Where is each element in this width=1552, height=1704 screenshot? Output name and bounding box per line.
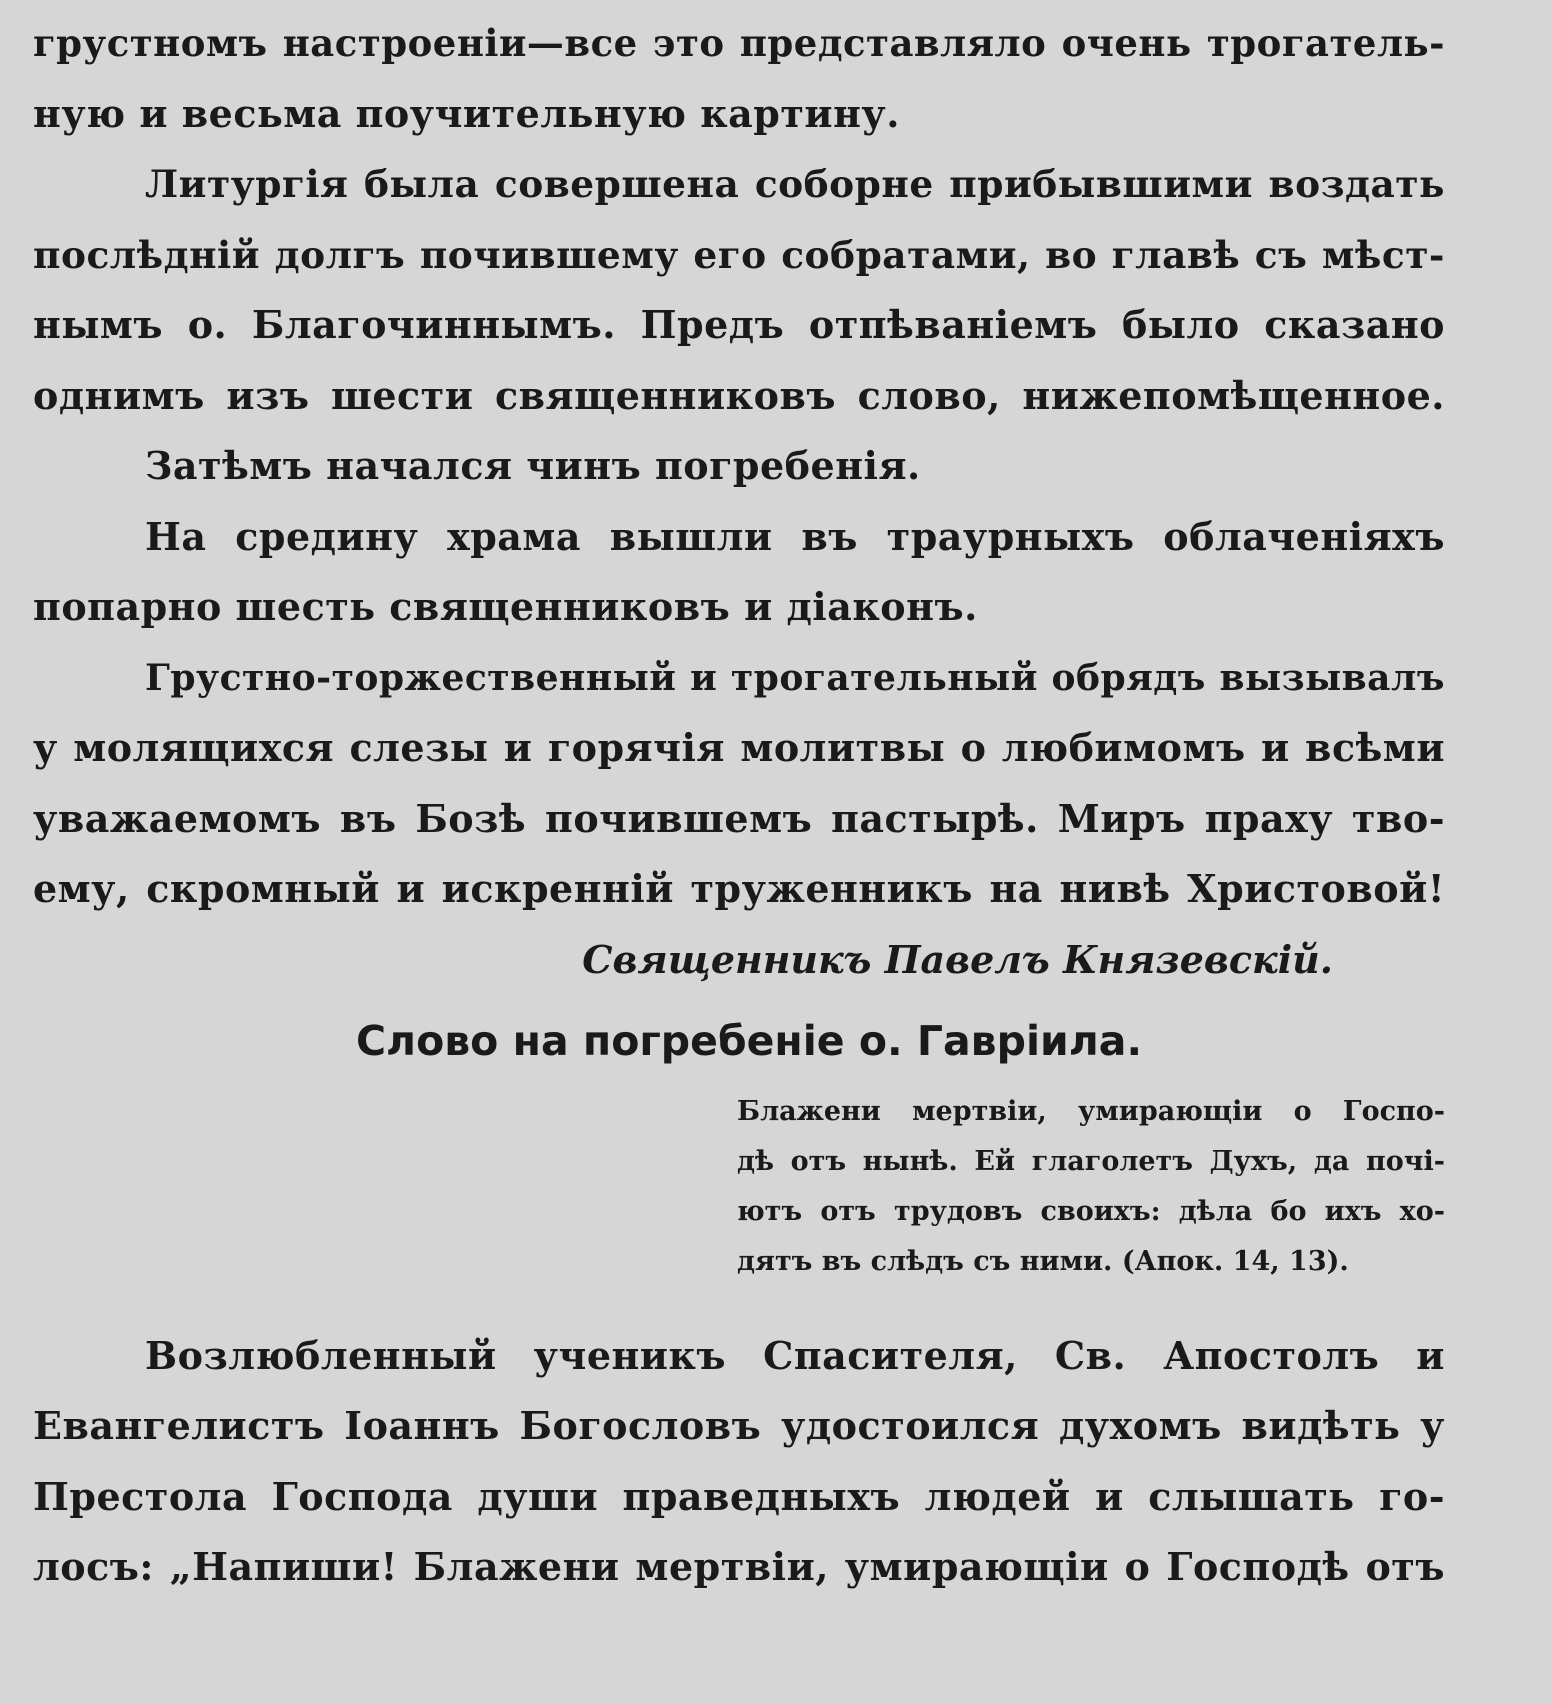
section-heading: Слово на погребеніе о. Гавріила. — [355, 1016, 1143, 1065]
text-line: попарно шесть священниковъ и діаконъ. — [33, 584, 978, 629]
text-line: послѣдній долгъ почившему его собратами, во главѣ съ мѣст- — [33, 232, 1445, 277]
text-line: ную и весьма поучительную картину. — [33, 90, 900, 136]
text-line: грустномъ настроеніи—все это представляло очень трогатель- — [33, 21, 1445, 65]
text-line: Грустно-торжественный и трогательный обрядъ вызывалъ — [145, 656, 1445, 699]
page-text — [33, 8, 1445, 1603]
text-line: На средину храма вышли въ траурныхъ облаченіяхъ — [145, 513, 1445, 559]
text-line: лосъ: „Напиши! Блажени мертвіи, умирающіи о Господѣ отъ — [33, 1544, 1445, 1589]
text-line: однимъ изъ шести священниковъ слово, нижепомѣщенное. — [33, 372, 1445, 418]
text-line: у молящихся слезы и горячія молитвы о любимомъ и всѣми — [33, 725, 1445, 770]
epigraph-line: ютъ отъ трудовъ своихъ: дѣла бо ихъ хо- — [737, 1195, 1445, 1227]
epigraph-line: Блажени мертвіи, умирающіи о Госпо- — [737, 1095, 1445, 1127]
text-line: Возлюбленный ученикъ Спасителя, Св. Апостолъ и — [145, 1332, 1445, 1378]
text-line: Престола Господа души праведныхъ людей и слышать го- — [33, 1473, 1445, 1519]
text-line: ему, скромный и искренній труженникъ на нивѣ Христовой! — [33, 866, 1445, 911]
text-line: Литургія была совершена соборне прибывшими воздать — [145, 162, 1445, 206]
text-line: уважаемомъ въ Бозѣ почившемъ пастырѣ. Миръ праху тво- — [33, 795, 1445, 841]
text-line: Евангелистъ Іоаннъ Богословъ удостоился духомъ видѣть у — [33, 1403, 1445, 1448]
epigraph-line: дятъ въ слѣдъ съ ними. (Апок. 14, 13). — [737, 1245, 1349, 1277]
text-line: Затѣмъ начался чинъ погребенія. — [145, 443, 921, 488]
spacer — [33, 1287, 1445, 1321]
author-signature: Священникъ Павелъ Князевскій. — [582, 936, 1333, 982]
epigraph-line: дѣ отъ нынѣ. Ей глаголетъ Духъ, да почі- — [737, 1145, 1445, 1177]
text-line: нымъ о. Благочиннымъ. Предъ отпѣваніемъ было сказано — [33, 302, 1445, 347]
epigraph — [737, 1087, 1445, 1287]
